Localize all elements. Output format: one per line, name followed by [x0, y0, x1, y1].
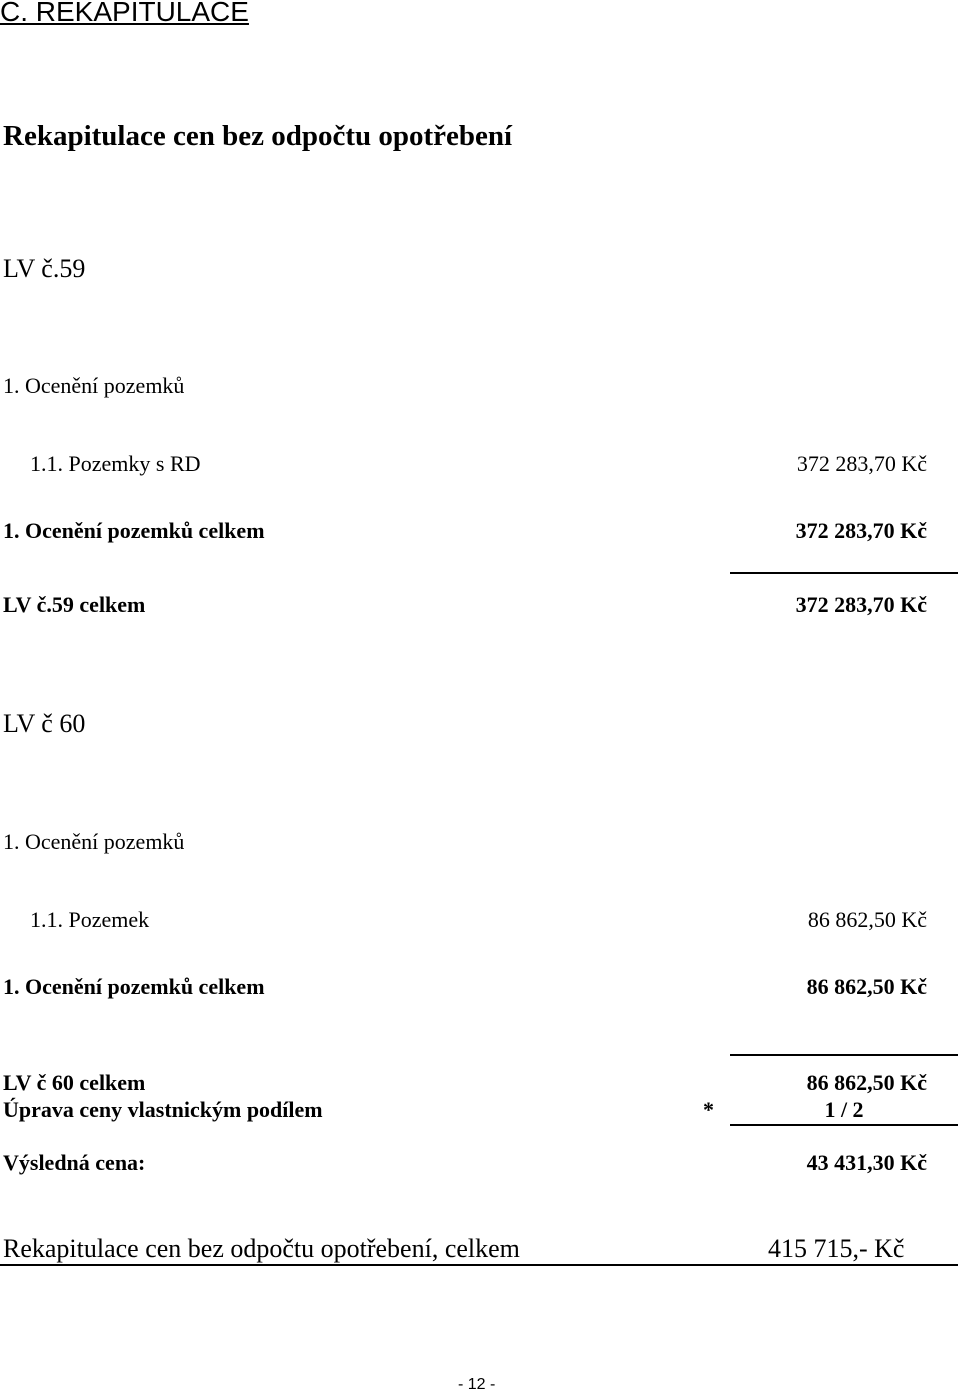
lv59-heading: LV č.59 [3, 254, 86, 283]
share-value: 1 / 2 [824, 1097, 864, 1122]
lv60-heading: LV č 60 [3, 709, 86, 738]
lv59-item-value: 372 283,70 Kč [796, 451, 927, 476]
page-title: Rekapitulace cen bez odpočtu opotřebení [3, 120, 513, 152]
grand-total-label: Rekapitulace cen bez odpočtu opotřebení, celkem [3, 1234, 520, 1263]
section-heading: C. REKAPITULACE [0, 0, 249, 27]
lv60-group-total-value: 86 862,50 Kč [806, 974, 927, 999]
share-adjustment-label: Úprava ceny vlastnickým podílem [3, 1097, 323, 1122]
lv60-item-value: 86 862,50 Kč [807, 907, 927, 932]
result-label: Výsledná cena: [3, 1150, 146, 1175]
lv59-total-value: 372 283,70 Kč [795, 592, 927, 617]
grand-total-value: 415 715,- Kč [768, 1234, 905, 1263]
lv59-total-label: LV č.59 celkem [3, 592, 146, 617]
lv60-item-label: 1.1. Pozemek [30, 907, 150, 932]
lv60-subtotal-rule [730, 1054, 958, 1056]
share-rule [730, 1124, 958, 1126]
lv59-subtotal-rule [730, 572, 958, 574]
lv59-item-label: 1.1. Pozemky s RD [30, 451, 201, 476]
lv60-group-total-label: 1. Ocenění pozemků celkem [3, 974, 265, 999]
share-operator: * [703, 1097, 714, 1122]
page-number: - 12 - [458, 1376, 496, 1393]
lv59-group-total-label: 1. Ocenění pozemků celkem [3, 518, 265, 543]
lv59-group-label: 1. Ocenění pozemků [3, 373, 185, 398]
lv59-group-total-value: 372 283,70 Kč [795, 518, 927, 543]
grand-total-rule [0, 1264, 958, 1266]
result-value: 43 431,30 Kč [806, 1150, 927, 1175]
lv60-total-value: 86 862,50 Kč [806, 1070, 927, 1095]
lv60-total-label: LV č 60 celkem [3, 1070, 146, 1095]
lv60-group-label: 1. Ocenění pozemků [3, 829, 185, 854]
